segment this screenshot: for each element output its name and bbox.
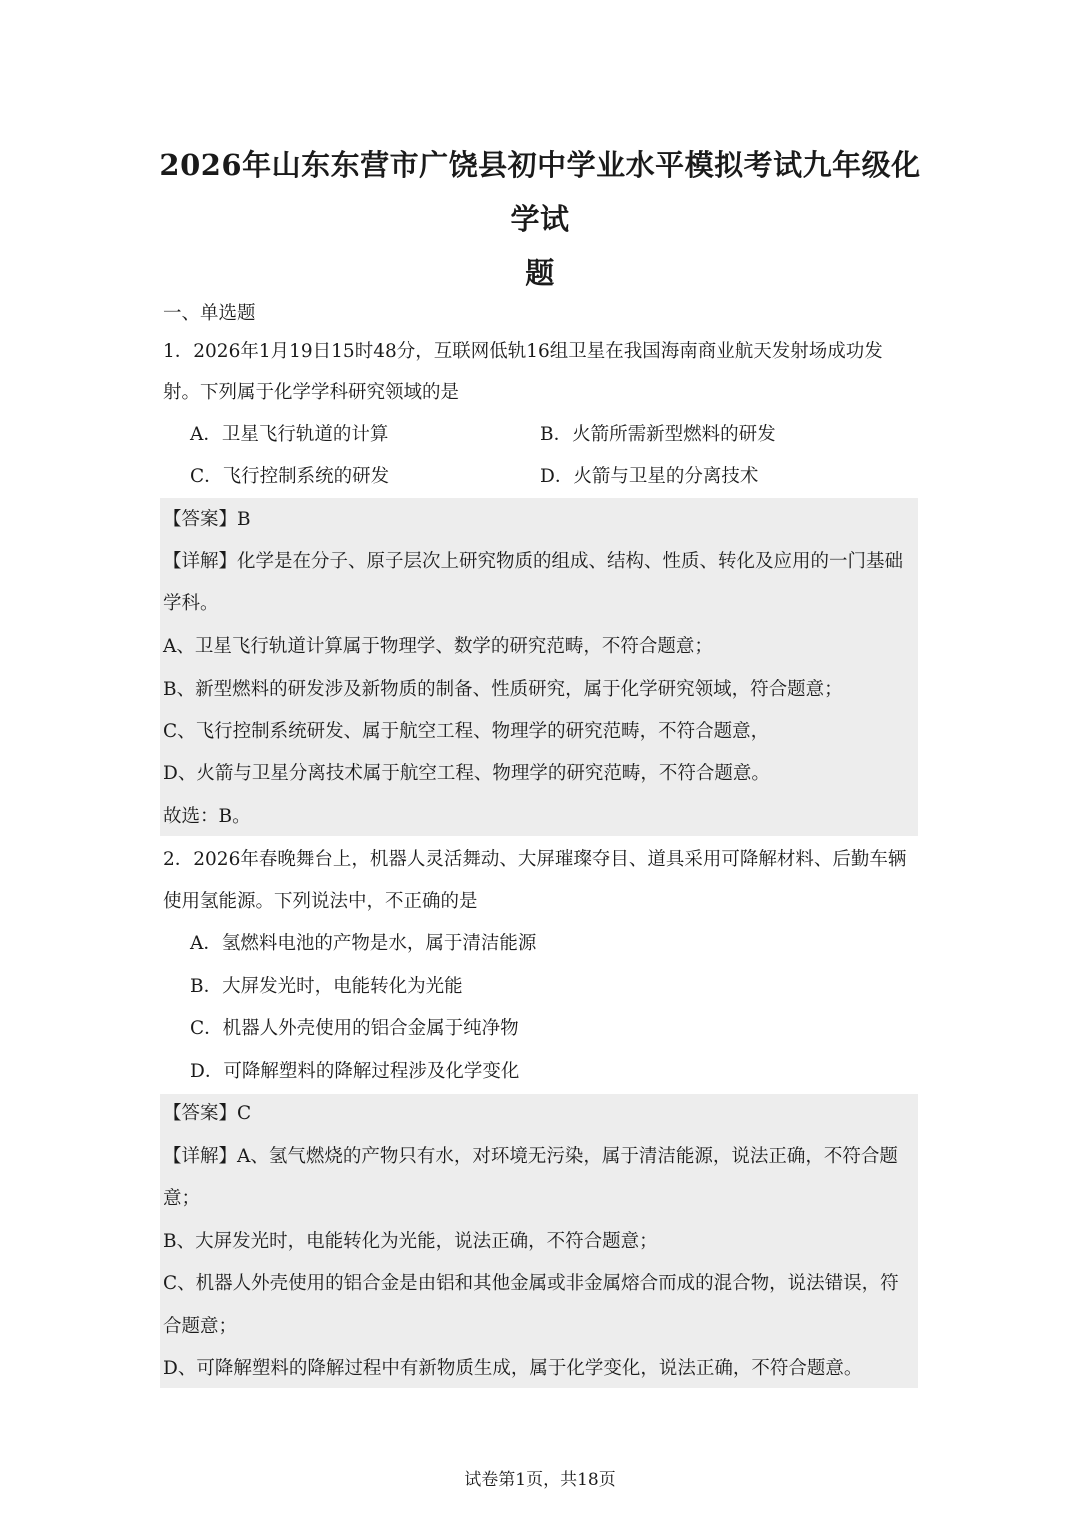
question-1-explanation-line-2: 学科。 [163,593,219,614]
question-2-option-d: D．可降解塑料的降解过程涉及化学变化 [190,1061,520,1082]
question-2-option-b: B．大屏发光时，电能转化为光能 [190,976,463,997]
question-1-explanation-line-4: B、新型燃料的研发涉及新物质的制备、性质研究，属于化学研究领域，符合题意； [163,679,843,700]
title-line-1: 2026年山东东营市广饶县初中学业水平模拟考试九年级化学试 [159,148,921,236]
question-2-stem-line-1: 2．2026年春晚舞台上，机器人灵活舞动、大屏璀璨夺目、道具采用可降解材料、后勤车辆 [163,849,907,870]
question-1-option-d: D．火箭与卫星的分离技术 [540,466,759,487]
question-2-explanation-line-6: D、可降解塑料的降解过程中有新物质生成，属于化学变化，说法正确，不符合题意。 [163,1358,863,1379]
question-2-explanation-line-4: C、机器人外壳使用的铝合金是由铝和其他金属或非金属熔合而成的混合物，说法错误，符 [163,1273,899,1294]
question-1-option-c: C．飞行控制系统的研发 [190,466,390,487]
question-2-option-a: A．氢燃料电池的产物是水，属于清洁能源 [190,933,537,954]
question-1-explanation-line-5: C、飞行控制系统研发、属于航空工程、物理学的研究范畴，不符合题意， [163,721,770,742]
question-2-explanation-line-1: 【详解】A、氢气燃烧的产物只有水，对环境无污染，属于清洁能源，说法正确，不符合题 [163,1146,898,1167]
question-1-option-b: B．火箭所需新型燃料的研发 [540,424,776,445]
page-footer: 试卷第1页，共18页 [464,1470,616,1490]
question-2-option-c: C．机器人外壳使用的铝合金属于纯净物 [190,1018,519,1039]
section-heading: 一、单选题 [163,303,256,324]
question-2-explanation-line-5: 合题意； [163,1316,238,1337]
question-2-explanation-line-2: 意； [163,1188,201,1209]
question-1-explanation-line-3: A、卫星飞行轨道计算属于物理学、数学的研究范畴，不符合题意； [163,636,713,657]
title-line-2: 题 [525,256,555,290]
question-2-stem-line-2: 使用氢能源。下列说法中，不正确的是 [163,891,478,912]
question-1-stem-line-2: 射。下列属于化学学科研究领域的是 [163,382,460,403]
question-1-stem-line-1: 1．2026年1月19日15时48分，互联网低轨16组卫星在我国海南商业航天发射场成功发 [163,341,883,362]
question-1-explanation-line-6: D、火箭与卫星分离技术属于航空工程、物理学的研究范畴，不符合题意。 [163,763,770,784]
question-1-explanation-line-7: 故选：B。 [163,806,251,827]
question-2-answer: 【答案】C [163,1103,252,1124]
document-title [150,138,930,300]
question-1-option-a: A．卫星飞行轨道的计算 [190,424,389,445]
question-2-explanation-line-3: B、大屏发光时，电能转化为光能，说法正确，不符合题意； [163,1231,658,1252]
question-1-explanation-line-1: 【详解】化学是在分子、原子层次上研究物质的组成、结构、性质、转化及应用的一门基础 [163,551,904,572]
question-1-answer: 【答案】B [163,509,251,530]
